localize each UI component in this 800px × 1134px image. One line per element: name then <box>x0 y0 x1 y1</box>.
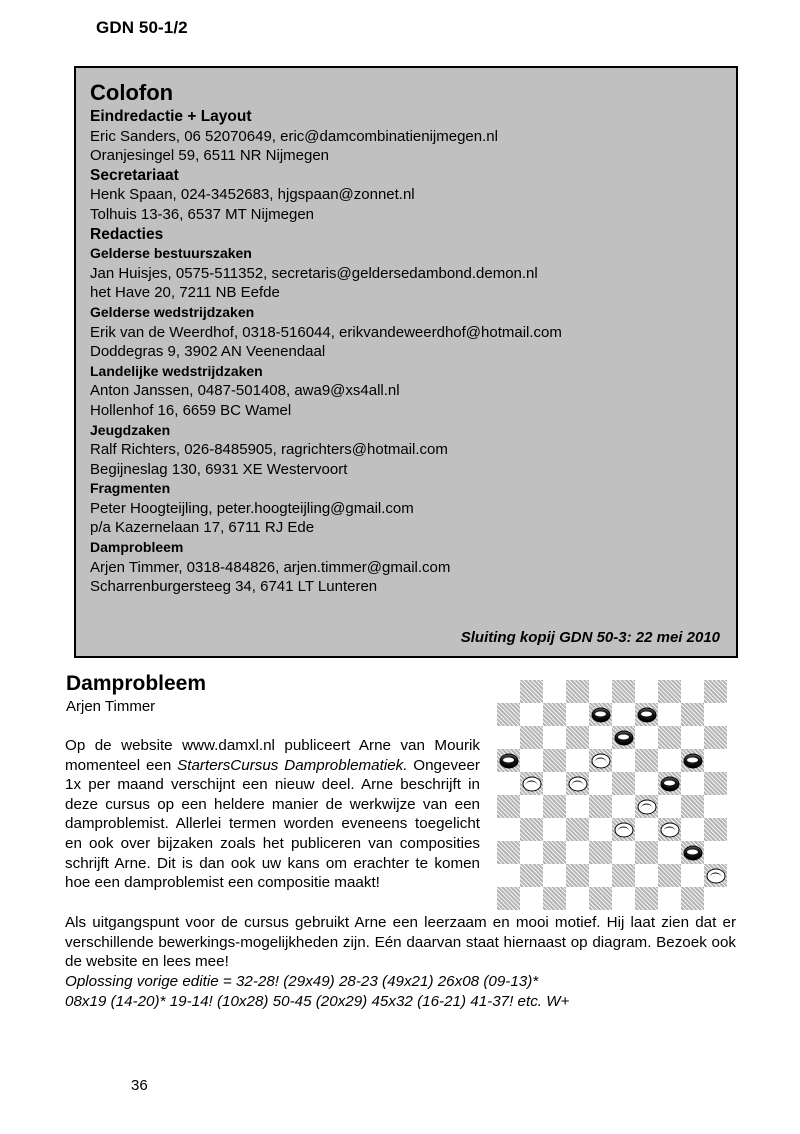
white-piece <box>591 753 610 768</box>
colofon-heading: Jeugdzaken <box>90 421 171 438</box>
damprobleem-diagram <box>497 680 727 910</box>
board-square <box>566 703 589 726</box>
board-square <box>635 703 658 726</box>
colofon-heading: Secretariaat <box>90 166 179 184</box>
board-square <box>497 726 520 749</box>
colofon-contact-line: het Have 20, 7211 NB Eefde <box>90 284 280 302</box>
board-square <box>681 864 704 887</box>
board-square <box>658 772 681 795</box>
board-square <box>520 887 543 910</box>
board-square <box>543 841 566 864</box>
board-square <box>520 841 543 864</box>
board-square <box>520 772 543 795</box>
board-square <box>612 864 635 887</box>
board-square <box>658 680 681 703</box>
board-square <box>566 887 589 910</box>
board-square <box>589 680 612 703</box>
board-square <box>520 749 543 772</box>
colofon-contact-line: Ralf Richters, 026-8485905, ragrichters@hotmail.com <box>90 441 448 459</box>
board-square <box>497 703 520 726</box>
board-square <box>520 795 543 818</box>
board-square <box>658 887 681 910</box>
board-square <box>704 680 727 703</box>
board-square <box>635 795 658 818</box>
white-piece <box>706 868 725 883</box>
board-square <box>497 864 520 887</box>
colofon-contact-line: Begijneslag 130, 6931 XE Westervoort <box>90 460 348 478</box>
board-square <box>543 749 566 772</box>
board-square <box>520 726 543 749</box>
article-full-width-text <box>65 913 736 972</box>
solution-block <box>65 972 736 1011</box>
board-square <box>520 703 543 726</box>
board-square <box>566 772 589 795</box>
article-paragraph-1 <box>65 736 480 893</box>
colofon-heading: Eindredactie + Layout <box>90 108 252 125</box>
board-square <box>589 887 612 910</box>
board-square <box>566 864 589 887</box>
board-square <box>658 795 681 818</box>
board-square <box>543 818 566 841</box>
board-square <box>497 841 520 864</box>
board-square <box>681 841 704 864</box>
article-author: Arjen Timmer <box>66 698 156 715</box>
board-square <box>566 749 589 772</box>
board-square <box>681 795 704 818</box>
board-square <box>543 887 566 910</box>
colofon-contact-line: Jan Huisjes, 0575-511352, secretaris@geldersedambond.demon.nl <box>90 264 538 282</box>
board-square <box>497 749 520 772</box>
colofon-heading: Gelderse wedstrijdzaken <box>90 303 255 320</box>
colofon-contact-line: Erik van de Weerdhof, 0318-516044, erikvandeweerdhof@hotmail.com <box>90 323 562 341</box>
colofon-heading: Damprobleem <box>90 539 184 556</box>
board-square <box>704 772 727 795</box>
running-head: GDN 50-1/2 <box>96 18 188 37</box>
colofon-contact-line: Henk Spaan, 024-3452683, hjgspaan@zonnet.nl <box>90 186 415 204</box>
colofon-title: Colofon <box>90 80 174 105</box>
colofon-contact-line: Tolhuis 13-36, 6537 MT Nijmegen <box>90 205 315 223</box>
black-piece <box>683 753 702 768</box>
board-square <box>681 772 704 795</box>
board-square <box>658 703 681 726</box>
board-square <box>497 795 520 818</box>
board-square <box>704 864 727 887</box>
board-square <box>520 680 543 703</box>
board-square <box>566 818 589 841</box>
black-piece <box>499 753 518 768</box>
colofon-contact-line: Scharrenburgersteeg 34, 6741 LT Lunteren <box>90 578 378 596</box>
board-square <box>704 726 727 749</box>
board-square <box>635 887 658 910</box>
board-square <box>612 680 635 703</box>
black-piece <box>614 730 633 745</box>
board-square <box>543 795 566 818</box>
colofon-contact-line: Eric Sanders, 06 52070649, eric@damcombinatienijmegen.nl <box>90 127 498 145</box>
board-square <box>612 841 635 864</box>
black-piece <box>660 776 679 791</box>
board-square <box>658 864 681 887</box>
board-square <box>681 726 704 749</box>
white-piece <box>637 799 656 814</box>
black-piece <box>637 707 656 722</box>
article-title: Damprobleem <box>66 672 207 695</box>
board-square <box>497 772 520 795</box>
starterscursus-italic: StartersCursus Damproblematiek. <box>177 756 408 774</box>
board-square <box>589 703 612 726</box>
board-square <box>612 772 635 795</box>
board-square <box>566 795 589 818</box>
board-square <box>635 841 658 864</box>
solution-line-1: Oplossing vorige editie = 32-28! (29x49) 28-23 (49x21) 26x08 (09-13)* <box>65 973 539 990</box>
board-square <box>543 726 566 749</box>
colofon-heading: Gelderse bestuurszaken <box>90 245 252 262</box>
board-square <box>566 680 589 703</box>
colofon-contact-line: Oranjesingel 59, 6511 NR Nijmegen <box>90 147 330 165</box>
board-square <box>589 772 612 795</box>
board-square <box>681 749 704 772</box>
board-square <box>681 818 704 841</box>
board-square <box>635 726 658 749</box>
black-piece <box>591 707 610 722</box>
board-square <box>612 749 635 772</box>
board-square <box>566 841 589 864</box>
colofon-contact-line: Arjen Timmer, 0318-484826, arjen.timmer@gmail.com <box>90 558 451 576</box>
board-square <box>520 818 543 841</box>
colofon-contact-line: p/a Kazernelaan 17, 6711 RJ Ede <box>90 519 315 537</box>
board-square <box>681 703 704 726</box>
board-square <box>635 772 658 795</box>
solution-line-2: 08x19 (14-20)* 19-14! (10x28) 50-45 (20x29) 45x32 (16-21) 41-37! etc. W+ <box>65 992 570 1010</box>
board-square <box>497 680 520 703</box>
page-number: 36 <box>131 1077 148 1094</box>
board-square <box>635 864 658 887</box>
board-square <box>589 749 612 772</box>
board-square <box>612 887 635 910</box>
board-square <box>612 703 635 726</box>
paragraph-text-before-italic: Op de website www.damxl.nl publiceert Arne van Mourik momenteel een <box>65 737 480 774</box>
white-piece <box>522 776 541 791</box>
colofon-contact-line: Hollenhof 16, 6659 BC Wamel <box>90 401 292 419</box>
colofon-box <box>74 66 738 658</box>
board-square <box>589 864 612 887</box>
board-square <box>658 841 681 864</box>
white-piece <box>614 822 633 837</box>
board-square <box>635 680 658 703</box>
black-piece <box>683 845 702 860</box>
colofon-heading: Fragmenten <box>90 480 171 497</box>
board-square <box>566 726 589 749</box>
paragraph-text-after-italic: Ongeveer 1x per maand verschijnt een nieuw deel. Arne beschrijft in deze cursus op een heldere manier de werkwijze van een damproblemist. Allerlei termen worden eveneens toegelicht en ook over bijzaken zoals het publiceren van composities schrijft Arne. Dit is dan ook uw kans om erachter te komen hoe een damproblemist een compositie maakt! <box>65 756 480 892</box>
board-square <box>635 818 658 841</box>
draughts-board <box>497 680 727 910</box>
board-square <box>658 749 681 772</box>
white-piece <box>568 776 587 791</box>
board-square <box>704 703 727 726</box>
board-square <box>704 841 727 864</box>
board-square <box>497 887 520 910</box>
board-square <box>612 818 635 841</box>
board-square <box>589 818 612 841</box>
article-paragraph-2: Als uitgangspunt voor de cursus gebruikt Arne een leerzaam en mooi motief. Hij laat zien dat er verschillende bewerkings-mogelijkheden zijn. Eén daarvan staat hiernaast op diagram. Bezoek ook de website en lees mee! <box>65 914 736 971</box>
board-square <box>543 703 566 726</box>
board-square <box>497 818 520 841</box>
board-square <box>681 887 704 910</box>
colofon-sections <box>90 107 722 597</box>
board-square <box>612 726 635 749</box>
board-square <box>589 726 612 749</box>
board-square <box>543 772 566 795</box>
board-square <box>704 749 727 772</box>
colofon-heading: Landelijke wedstrijdzaken <box>90 362 263 379</box>
board-square <box>658 726 681 749</box>
article-column-text <box>65 736 480 893</box>
white-piece <box>660 822 679 837</box>
board-square <box>704 795 727 818</box>
board-square <box>589 841 612 864</box>
board-square <box>520 864 543 887</box>
board-square <box>543 680 566 703</box>
board-square <box>635 749 658 772</box>
colofon-contact-line: Doddegras 9, 3902 AN Veenendaal <box>90 343 326 361</box>
colofon-contact-line: Peter Hoogteijling, peter.hoogteijling@gmail.com <box>90 499 414 517</box>
board-square <box>658 818 681 841</box>
board-square <box>704 818 727 841</box>
board-square <box>543 864 566 887</box>
board-square <box>704 887 727 910</box>
board-square <box>681 680 704 703</box>
colofon-contact-line: Anton Janssen, 0487-501408, awa9@xs4all.nl <box>90 382 400 400</box>
board-square <box>589 795 612 818</box>
colofon-deadline: Sluiting kopij GDN 50-3: 22 mei 2010 <box>460 629 720 646</box>
board-square <box>612 795 635 818</box>
colofon-heading: Redacties <box>90 225 164 243</box>
